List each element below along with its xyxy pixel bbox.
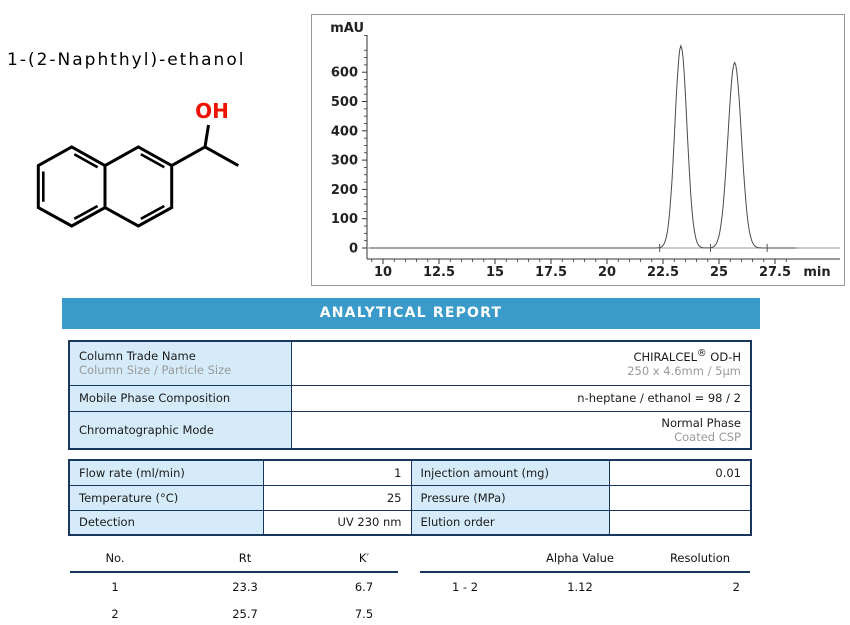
detection-value: UV 230 nm [263,510,411,535]
x-tick-label: 15 [485,265,505,280]
flow-rate-label: Flow rate (ml/min) [69,460,263,485]
y-tick-label: 200 [330,182,358,198]
table-row [69,510,751,535]
column-trade-name-value: CHIRALCEL® OD-H 250 x 4.6mm / 5µm [291,341,751,385]
injection-amount-value: 0.01 [609,460,751,485]
chromatographic-mode-label: Chromatographic Mode [69,411,291,449]
x-tick-label: 10 [373,265,393,280]
report-title-banner: ANALYTICAL REPORT [62,298,760,329]
retention-table [70,548,398,625]
y-tick-label: 300 [330,153,358,169]
table-row [69,460,751,485]
compound-name: 1-(2-Naphthyl)-ethanol [7,50,246,70]
x-axis-unit-label: min [803,265,831,280]
alpha-value-header: Alpha Value [510,548,650,572]
mobile-phase-label: Mobile Phase Composition [69,385,291,411]
table-row [69,385,751,411]
y-tick-label: 400 [330,124,358,140]
naphthalene-ring-left [38,147,105,226]
table-row [69,411,751,449]
x-tick-label: 25 [709,265,729,280]
table-row: 1 23.3 6.7 [111,580,374,594]
y-axis-unit-label: mAU [330,21,364,36]
x-tick-label: 27.5 [758,265,792,280]
table-row [69,341,751,385]
elution-order-label: Elution order [411,510,609,535]
separation-table [420,548,750,600]
table-header-row [70,548,398,572]
signal-trace [370,46,797,248]
y-tick-label: 600 [330,65,358,81]
column-info-table [68,340,752,450]
y-tick-label: 500 [330,95,358,110]
flow-rate-value: 1 [263,460,411,485]
hydroxyl-label: OH [195,99,229,123]
chromatographic-mode-value: Normal Phase Coated CSP [291,411,751,449]
column-trade-name-label: Column Trade Name Column Size / Particle Size [69,341,291,385]
table-row: 1 - 2 1.12 2 [451,580,740,594]
detection-label: Detection [69,510,263,535]
injection-amount-label: Injection amount (mg) [411,460,609,485]
blank-header [420,548,510,572]
x-tick-label: 12.5 [422,265,456,280]
temperature-value: 25 [263,485,411,510]
elution-order-value [609,510,751,535]
temperature-label: Temperature (°C) [69,485,263,510]
no-header: No. [70,548,160,572]
pressure-label: Pressure (MPa) [411,485,609,510]
naphthalene-ring-right [105,147,172,226]
conditions-table [68,459,752,536]
table-header-row [420,548,750,572]
y-tick-label: 100 [330,212,358,228]
table-row [69,485,751,510]
resolution-header: Resolution [650,548,750,572]
x-tick-label: 22.5 [646,265,680,280]
x-tick-label: 20 [597,265,617,280]
registered-trademark-symbol: ® [697,348,707,360]
mobile-phase-value: n-heptane / ethanol = 98 / 2 [291,385,751,411]
table-row: 2 25.7 7.5 [111,607,374,621]
rt-header: Rt [160,548,330,572]
pressure-value [609,485,751,510]
molecule-structure [28,92,278,242]
chromatogram-panel [311,14,845,286]
ethanol-side-chain-bonds [172,125,239,166]
chromatogram-svg [312,15,844,285]
x-tick-label: 17.5 [534,265,568,280]
kprime-header: K′ [330,548,398,572]
y-tick-label: 0 [348,241,358,257]
